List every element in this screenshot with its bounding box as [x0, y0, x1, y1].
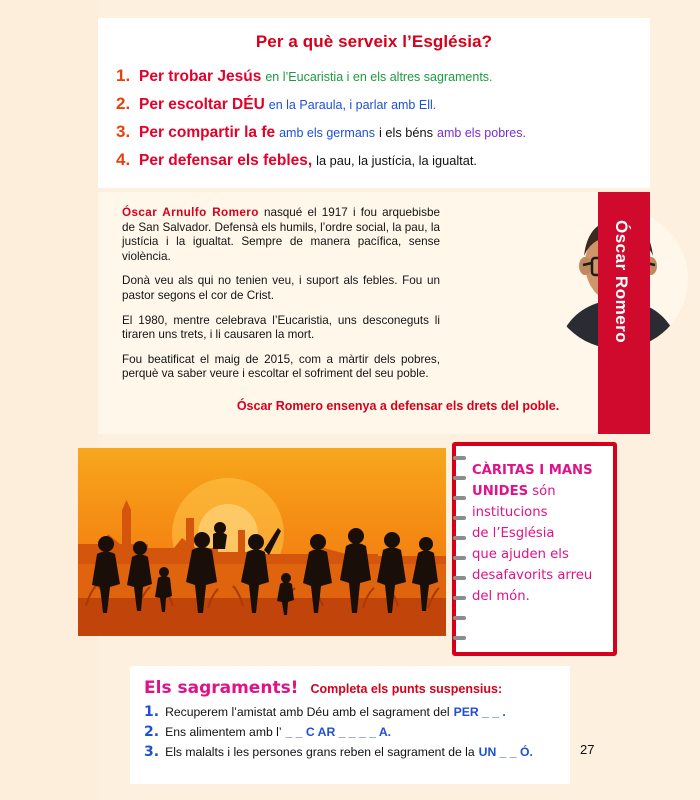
- list-item: [108, 94, 650, 114]
- list-number: 1.: [116, 66, 131, 85]
- list-number: 2.: [116, 94, 131, 113]
- sacrament-text: Recuperem l’amistat amb Déu amb el sagrament del: [165, 705, 450, 719]
- list-item: [144, 704, 570, 720]
- romero-caption: Óscar Romero ensenya a defensar els drets del poble.: [236, 399, 560, 413]
- list-item: [144, 744, 570, 760]
- romero-name: Óscar Arnulfo Romero: [122, 206, 259, 219]
- sacraments-list: [144, 704, 570, 760]
- sacrament-blank[interactable]: PER _ _ .: [453, 705, 506, 719]
- romero-paragraph-4: Fou beatificat el maig de 2015, com a màrtir dels pobres, perquè va saber veure i escoltar el sofriment del seu poble.: [122, 352, 440, 381]
- list-number: 4.: [116, 150, 131, 169]
- note-line-2-bold: UNIDES: [472, 484, 529, 499]
- sacrament-blank[interactable]: UN _ _ Ó.: [478, 745, 533, 759]
- list-item: [108, 122, 650, 142]
- note-line-5: que ajuden els: [472, 547, 569, 562]
- caritas-note-card: [452, 442, 617, 656]
- note-line-6: desafavorits arreu: [472, 568, 593, 583]
- romero-biography: [122, 206, 440, 392]
- list-item: [108, 150, 650, 170]
- note-line-4: de l’Església: [472, 526, 555, 541]
- romero-panel: [98, 192, 650, 434]
- sacraments-subtitle: Completa els punts suspensius:: [310, 682, 503, 696]
- note-line-7: del món.: [472, 589, 530, 604]
- sacrament-number: 2.: [144, 724, 160, 740]
- purpose-panel: [98, 18, 650, 188]
- sunset-silhouette-photo: [78, 448, 446, 636]
- romero-paragraph-3: El 1980, mentre celebrava l’Eucaristia, uns desconeguts li tiraren uns trets, i li causaren la mort.: [122, 313, 440, 342]
- sacrament-number: 1.: [144, 704, 160, 720]
- purpose-list: [108, 66, 650, 170]
- sacraments-title: Els sagraments!: [144, 678, 299, 698]
- romero-side-tab-label: Óscar Romero: [612, 220, 631, 344]
- list-text-detail-3: amb els pobres.: [437, 126, 526, 140]
- sacrament-blank[interactable]: _ _ C AR _ _ _ _ A.: [285, 725, 392, 739]
- list-text-detail: la pau, la justícia, la igualtat.: [316, 153, 477, 168]
- list-number: 3.: [116, 122, 131, 141]
- list-text-main: Per trobar Jesús: [139, 68, 262, 85]
- page-title: Per a què serveix l’Església?: [255, 32, 493, 51]
- romero-paragraph-1: [122, 206, 440, 264]
- list-text-detail: en l’Eucaristia i en els altres sagraments.: [265, 70, 493, 84]
- list-text-detail: amb els germans: [279, 126, 375, 140]
- list-text-main: Per escoltar DÉU: [139, 96, 265, 113]
- note-line-1: CÀRITAS I MANS: [472, 463, 593, 478]
- sacrament-text: Ens alimentem amb l’: [165, 725, 282, 739]
- note-line-2-rest: són: [528, 484, 556, 499]
- sacrament-text: Els malalts i les persones grans reben el sagrament de la: [165, 745, 475, 759]
- list-text-main: Per defensar els febles,: [139, 152, 313, 169]
- list-text-main: Per compartir la fe: [139, 124, 276, 141]
- sacrament-number: 3.: [144, 744, 160, 760]
- note-spiral-binding: [452, 442, 466, 656]
- romero-paragraph-2: Donà veu als qui no tenien veu, i suport als febles. Fou un pastor segons el cor de Crist.: [122, 274, 440, 302]
- sunset-silhouette-image: [78, 448, 446, 636]
- list-text-detail-2: i els béns: [378, 125, 434, 140]
- list-item: [108, 66, 650, 86]
- sacraments-header: [130, 666, 570, 698]
- page-number: 27: [580, 742, 595, 757]
- romero-paragraph-1-rest: nasqué el 1917 i fou arquebisbe de San Salvador. Defensà els humils, l’ordre social, la pau, la justícia i la igualtat. Sempre de manera pacífica, sense violència.: [122, 206, 440, 263]
- list-text-detail: en la Paraula, i parlar amb Ell.: [268, 98, 437, 112]
- sacraments-exercise-panel: [130, 666, 570, 784]
- caritas-note-text: [456, 446, 613, 607]
- romero-side-tab: [598, 192, 650, 434]
- note-line-3: institucions: [472, 505, 548, 520]
- list-item: [144, 724, 570, 740]
